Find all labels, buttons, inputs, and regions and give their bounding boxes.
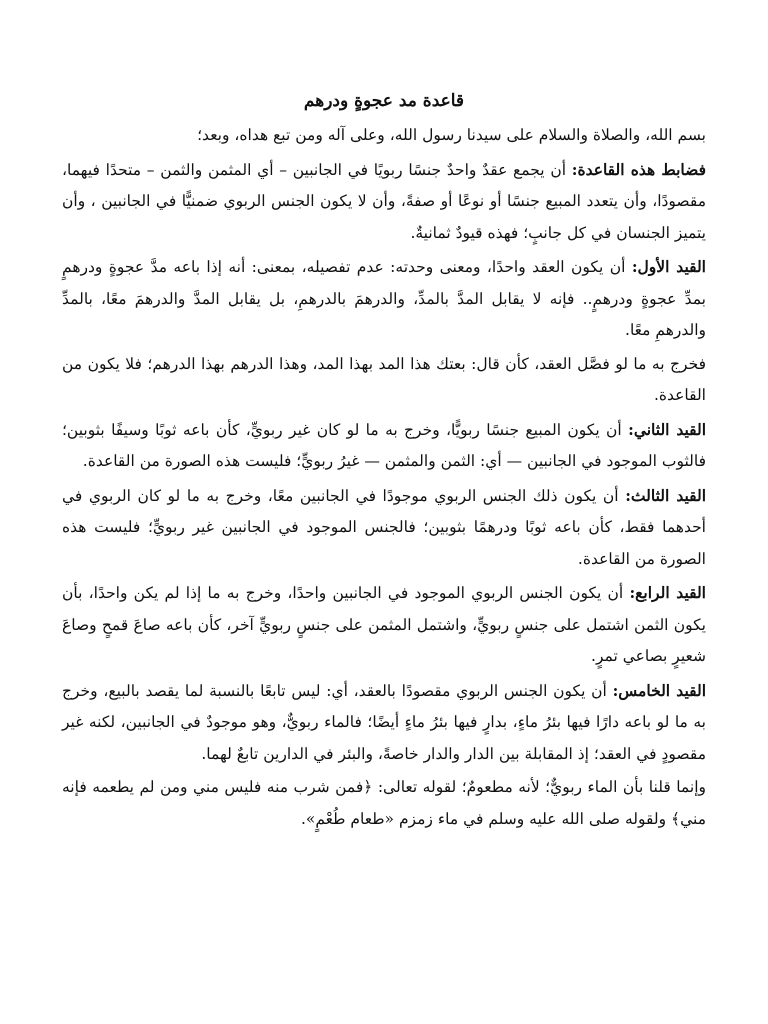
- paragraph-lead: القيد الأول:: [631, 257, 706, 276]
- paragraph-text: أن يكون الجنس الربوي الموجود في الجانبين واحدًا، وخرج به ما إذا لم يكن واحدًا، بأن يكون الثمن اشتمل على جنسٍ ربويٍّ، واشتمل المثمن على جنسٍ ربويٍّ آخر، كأن باعه صاعَ قمحٍ وصاعَ شعيرٍ بصاعي تمرٍ.: [62, 584, 706, 665]
- paragraph-text: وإنما قلنا بأن الماء ربويٌّ؛ لأنه مطعومٌ؛ لقوله تعالى: ﴿فمن شرب منه فليس مني ومن لم يطعمه فإنه مني﴾ ولقوله صلى الله عليه وسلم في ماء زمزم «طعام طُعْمٍ».: [62, 778, 706, 828]
- paragraph-condition-3: [62, 480, 706, 576]
- paragraph-lead: القيد الثالث:: [625, 485, 706, 505]
- paragraph-lead: القيد الرابع:: [629, 583, 706, 602]
- paragraph-rule-definition: [62, 154, 706, 250]
- paragraph-text: أن يكون الجنس الربوي مقصودًا بالعقد، أي: ليس تابعًا بالنسبة لما يقصد بالبيع، وخرج به ما لو باعه دارًا فيها بئرُ ماءٍ، بدارٍ فيها بئرُ ماءٍ أيضًا؛ فالماء ربويٌّ، وهو موجودٌ في الجانبين، لكنه غير مقصودٍ في العقد؛ إذ المقابلة بين الدار والدار خاصةً، والبئر في الدارين تابعٌ لهما.: [62, 681, 706, 763]
- paragraph-text: بسم الله، والصلاة والسلام على سيدنا رسول الله، وعلى آله ومن تبع هداه، وبعد؛: [197, 126, 706, 144]
- paragraph-water-note: [62, 772, 706, 835]
- paragraph-text: فخرج به ما لو فصَّل العقد، كأن قال: بعتك هذا المد بهذا المد، وهذا الدرهم بهذا الدرهم؛ فلا يكون من القاعدة.: [62, 354, 706, 404]
- paragraph-text: أن يجمع عقدٌ واحدٌ جنسًا ربويًا في الجانبين – أي المثمن والثمن – متحدًا فيهما، مقصودًا، وأن يتعدد المبيع جنسًا أو نوعًا أو صفةً، وأن لا يكون الجنس الربوي ضمنيًّا في الجانبين ، وأن يتميز الجنسان في كل جانبٍ؛ فهذه قيودٌ ثمانيةٌ.: [62, 160, 706, 242]
- paragraph-text: أن يكون العقد واحدًا، ومعنى وحدته: عدم تفصيله، بمعنى: أنه إذا باعه مدَّ عجوةٍ ودرهمٍ بمدِّ عجوةٍ ودرهمٍ.. فإنه لا يقابل المدَّ بالمدِّ، والدرهمَ بالدرهمِ، بل يقابل المدَّ والدرهمَ معًا، بالمدِّ والدرهمِ معًا.: [62, 258, 706, 339]
- paragraph-text: أن يكون المبيع جنسًا ربويًّا، وخرج به ما لو كان غير ربويٍّ، كأن باعه ثوبًا وسيفًا بثوبين؛ فالثوب الموجود في الجانبين — أي: الثمن والمثمن — غيرُ ربويٍّ؛ فليست هذه الصورة من القاعدة.: [62, 420, 706, 470]
- paragraph-text: أن يكون ذلك الجنس الربوي موجودًا في الجانبين معًا، وخرج به ما لو كان الربوي في أحدهما فقط، كأن باعه ثوبًا ودرهمًا بثوبين؛ فالجنس الموجود في الجانبين غير ربويٍّ؛ فليست هذه الصورة من القاعدة.: [62, 486, 706, 568]
- document-body: [62, 120, 706, 835]
- paragraph-condition-1: [62, 251, 706, 347]
- paragraph-lead: القيد الثاني:: [628, 419, 706, 439]
- paragraph-condition-1-exclusion: [62, 349, 706, 412]
- paragraph-condition-5: [62, 675, 706, 771]
- paragraph-lead: فضابط هذه القاعدة:: [571, 159, 706, 179]
- paragraph-lead: القيد الخامس:: [612, 680, 706, 700]
- paragraph-opening: [62, 120, 706, 152]
- page-title: قاعدة مد عجوةٍ ودرهم: [303, 91, 465, 111]
- paragraph-condition-2: [62, 414, 706, 478]
- paragraph-condition-4: [62, 577, 706, 673]
